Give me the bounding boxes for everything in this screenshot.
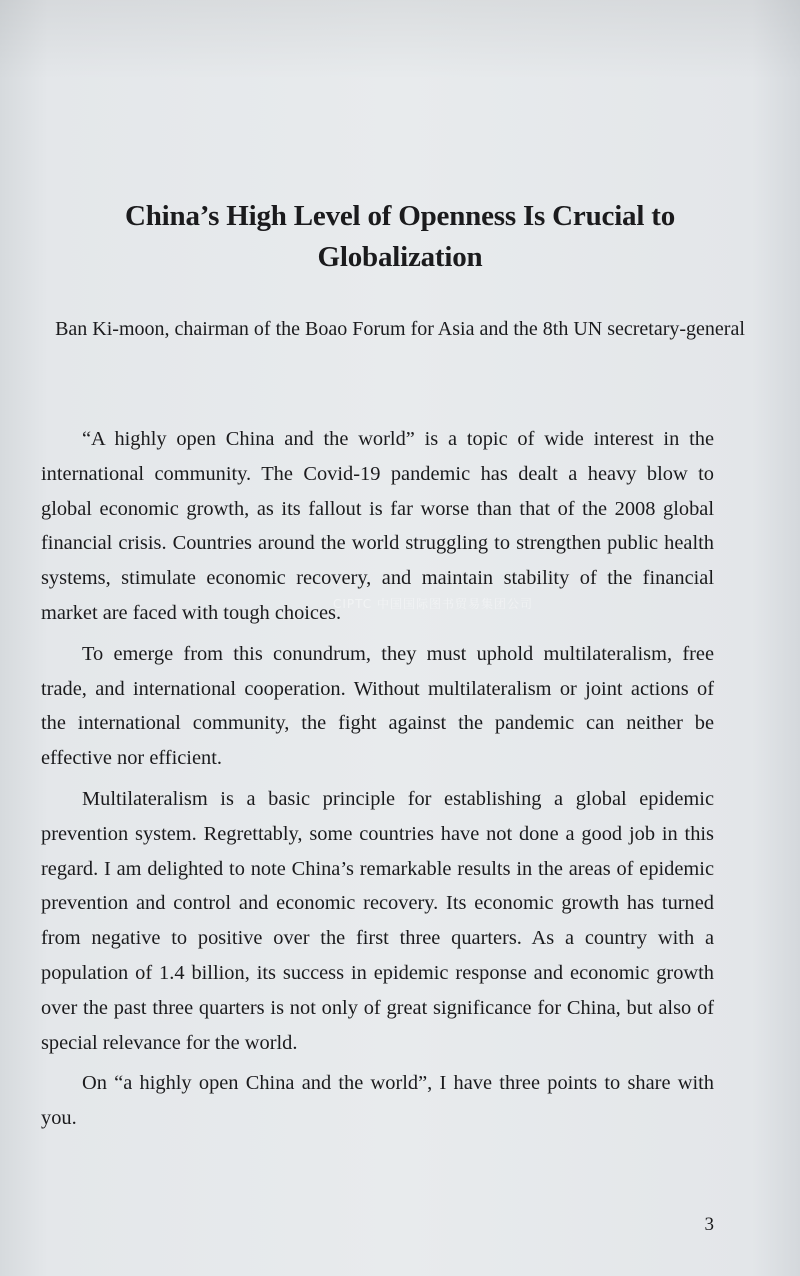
paragraph: “A highly open China and the world” is a topic of wide interest in the international community. The Covid-19 pandemic has dealt a heavy blow to global economic growth, as its fallout is far worse than that of the 2008 global financial crisis. Countries around the world struggling to strengthen public health systems, stimulate economic recovery, and maintain stability of the financial market are faced with tough choices.	[41, 428, 714, 624]
paragraph: To emerge from this conundrum, they must uphold multilateralism, free trade, and international cooperation. Without multilateralism or joint actions of the international community, the fight against the pandemic can neither be effective nor efficient.	[41, 642, 714, 770]
publisher-watermark: CIPTC 中国国际图书贸易集团公司	[333, 597, 533, 611]
paragraph: Multilateralism is a basic principle for establishing a global epidemic prevention system. Regrettably, some countries have not done a good job in this regard. I am delighted to note China’s remarkable results in the areas of epidemic prevention and control and economic recovery. Its economic growth has turned from negative to positive over the first three quarters. As a country with a population of 1.4 billion, its success in epidemic response and economic growth over the past three quarters is not only of great significance for China, but also of special relevance for the world.	[41, 787, 714, 1054]
article-body	[41, 422, 714, 1142]
page-number: 3	[704, 1214, 714, 1235]
article-title: China’s High Level of Openness Is Crucial to Globalization	[124, 200, 676, 273]
paragraph: On “a highly open China and the world”, I have three points to share with you.	[41, 1072, 714, 1130]
author-byline: Ban Ki-moon, chairman of the Boao Forum for Asia and the 8th UN secretary-general	[55, 318, 745, 340]
